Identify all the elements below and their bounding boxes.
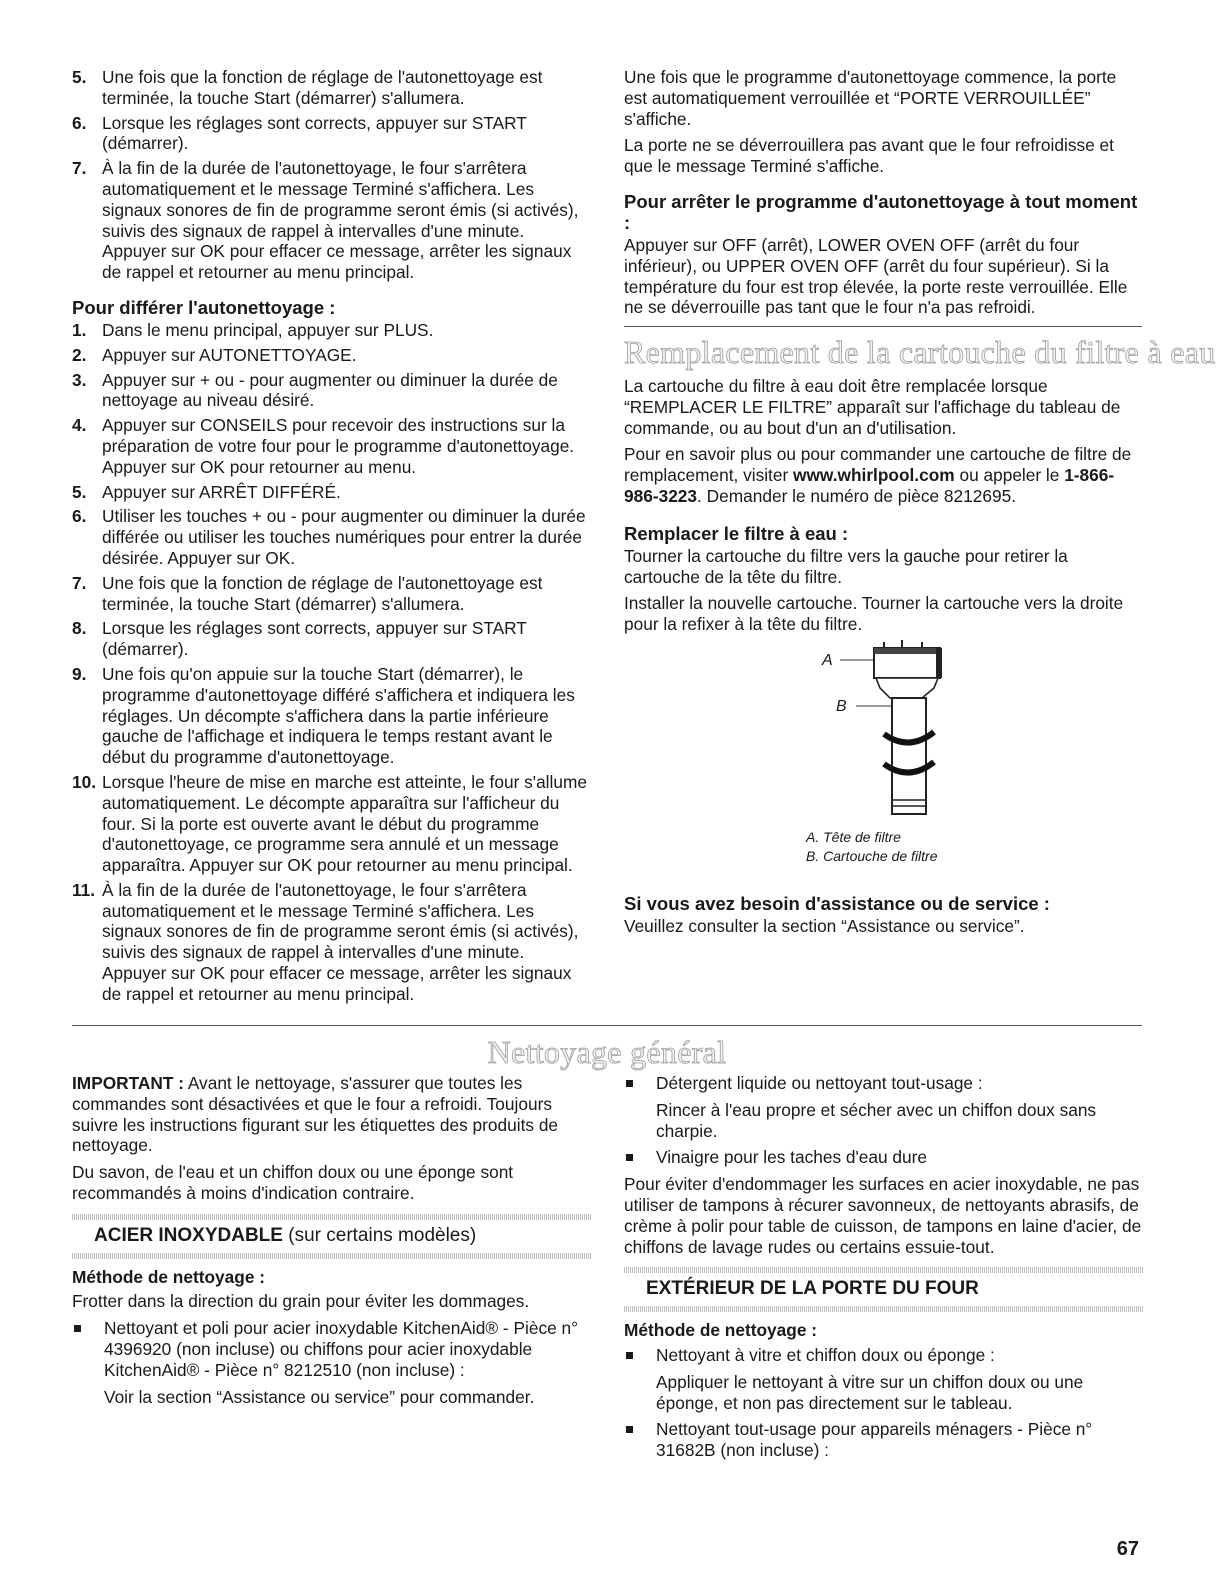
soap-note: Du savon, de l'eau et un chiffon doux ou une éponge sont recommandés à moins d'indication contraire. <box>72 1162 514 1203</box>
step-text: Appuyer sur + ou - pour augmenter ou diminuer la durée de nettoyage au niveau désiré. <box>102 369 558 411</box>
steel-bullets <box>72 1318 592 1380</box>
list-item <box>72 618 592 660</box>
door-method-heading: Méthode de nettoyage : <box>624 1320 817 1341</box>
list-item <box>72 67 592 109</box>
stop-clean-text: Appuyer sur OFF (arrêt), LOWER OVEN OFF (arrêt du four inférieur), ou UPPER OVEN OFF (arrêt du four supérieur). Si la température du four est trop élevée, la porte reste verrouillée. Elle ne se déverrouille pas tant que le four n'a pas refroidi. <box>624 234 1128 318</box>
step-text: Une fois que la fonction de réglage de l'autonettoyage est terminée, la touche Start (démarrer) s'allumera. <box>102 67 543 108</box>
general-section-rule <box>72 1025 1142 1026</box>
step-number: 1. <box>72 319 87 340</box>
step-number: 6. <box>72 112 87 133</box>
list-item <box>72 573 592 615</box>
list-item <box>72 772 592 876</box>
step-number: 5. <box>72 481 87 502</box>
step-number: 2. <box>72 344 87 365</box>
replace-filter-step1: Tourner la cartouche du filtre vers la gauche pour retirer la cartouche de la tête du filtre. <box>624 545 1068 587</box>
stop-clean-heading: Pour arrêter le programme d'autonettoyage à tout moment : <box>624 190 1138 233</box>
oven-door-header <box>624 1267 1144 1312</box>
figure-label-a: A <box>822 652 833 669</box>
steel-method-heading: Méthode de nettoyage : <box>72 1266 265 1287</box>
list-item: Nettoyant et poli pour acier inoxydable KitchenAid® - Pièce n° 4396920 (non incluse) ou chiffons pour acier inoxydable KitchenAid® - Pièce n° 8212510 (non incluse) : <box>72 1318 592 1380</box>
list-item <box>72 415 592 477</box>
figure-label-b: B <box>836 698 847 715</box>
assistance-block <box>624 893 1144 943</box>
general-bullets <box>624 1073 1144 1094</box>
step-text: Lorsque les réglages sont corrects, appuyer sur START (démarrer). <box>102 112 527 154</box>
step-text: À la fin de la durée de l'autonettoyage, le four s'arrêtera automatiquement et le message Terminé s'affichera. Les signaux sonores de fin de programme seront émis (si activés), suivis des signaux de rappel à intervalles d'une minute. Appuyer sur OK pour effacer ce message, arrêter les signaux de rappel et retourner au menu principal. <box>102 158 579 283</box>
general-left-column <box>72 1073 592 1413</box>
replace-filter-heading: Remplacer le filtre à eau : <box>624 522 849 544</box>
square-bullet-icon <box>626 1154 633 1161</box>
rinse-text: Rincer à l'eau propre et sécher avec un chiffon doux sans charpie. <box>656 1099 1097 1141</box>
step-number: 9. <box>72 663 87 684</box>
filter-illustration <box>810 640 970 820</box>
square-bullet-icon <box>74 1325 81 1332</box>
filter-section-title: Remplacement de la cartouche du filtre à eau <box>624 334 1216 370</box>
square-bullet-icon <box>626 1080 633 1087</box>
figure-caption <box>806 828 1046 866</box>
step-text: Une fois que la fonction de réglage de l'autonettoyage est terminée, la touche Start (démarrer) s'allumera. <box>102 572 543 614</box>
right-column-top <box>624 67 1144 324</box>
step-text: Appuyer sur AUTONETTOYAGE. <box>102 344 357 365</box>
avoid-damage-text: Pour éviter d'endommager les surfaces en acier inoxydable, ne pas utiliser de tampons à récurer savonneux, de nettoyants abrasifs, de crème à polir pour table de cuisson, de tampons en laine d'acier, de chiffons de lavage rudes ou certains essuie-tout. <box>624 1174 1142 1257</box>
step-number: 8. <box>72 618 87 639</box>
filter-section-body <box>624 376 1144 641</box>
page-number: 67 <box>1116 1538 1139 1560</box>
rub-grain-text: Frotter dans la direction du grain pour éviter les dommages. <box>72 1291 530 1312</box>
list-item <box>72 482 592 503</box>
filter-replace-when: La cartouche du filtre à eau doit être remplacée lorsque “REMPLACER LE FILTRE” apparaît sur l'affichage du tableau de commande, ou au bout d'un an d'utilisation. <box>624 376 1121 438</box>
square-bullet-icon <box>626 1426 633 1433</box>
oven-door-label: EXTÉRIEUR DE LA PORTE DU FOUR <box>646 1278 979 1300</box>
caption-filter-cartridge: B. Cartouche de filtre <box>806 848 938 864</box>
list-item <box>72 320 592 341</box>
list-item: Nettoyant à vitre et chiffon doux ou éponge : <box>624 1345 1144 1366</box>
left-column-top <box>72 67 592 1009</box>
filter-section-rule <box>624 326 1142 327</box>
caption-filter-head: A. Tête de filtre <box>806 829 901 845</box>
step-number: 7. <box>72 572 87 593</box>
list-item: Détergent liquide ou nettoyant tout-usage : <box>624 1073 1144 1094</box>
filter-order-info: Pour en savoir plus ou pour commander une cartouche de filtre de remplacement, visiter www.whirlpool.com ou appeler le 1-866-986-3223. Demander le numéro de pièce 8212695. <box>624 444 1132 506</box>
list-item <box>72 113 592 155</box>
step-text: À la fin de la durée de l'autonettoyage, le four s'arrêtera automatiquement et le message Terminé s'affichera. Les signaux sonores de fin de programme seront émis (si activés), suivis des signaux de rappel à intervalles d'une minute. Appuyer sur OK pour effacer ce message, arrêter les signaux de rappel et retourner au menu principal. <box>102 879 579 1004</box>
step-number: 6. <box>72 506 87 527</box>
whirlpool-link[interactable]: www.whirlpool.com <box>793 465 955 486</box>
step-text: Une fois qu'on appuie sur la touche Start (démarrer), le programme d'autonettoyage différé s'affichera et indiquera les réglages. Un décompte s'affichera dans la partie inférieure gauche de l'affichage et indiquera le temps restant avant le début du programme d'autonettoyage. <box>102 663 575 768</box>
list-item <box>72 345 592 366</box>
assistance-heading: Si vous avez besoin d'assistance ou de service : <box>624 893 1050 914</box>
step-text: Lorsque les réglages sont corrects, appuyer sur START (démarrer). <box>102 618 527 660</box>
delay-clean-heading: Pour différer l'autonettoyage : <box>72 296 336 318</box>
general-section-title: Nettoyage général <box>487 1034 727 1070</box>
self-clean-steps-list <box>72 67 592 283</box>
door-lock-paragraph: Une fois que le programme d'autonettoyage commence, la porte est automatiquement verrouillée et “PORTE VERROUILLÉE” s'affiche. <box>624 67 1117 129</box>
phone-number: 1-866-986-3223 <box>624 465 1115 506</box>
list-item: Vinaigre pour les taches d'eau dure <box>624 1147 1144 1168</box>
step-text: Utiliser les touches + ou - pour augmenter ou diminuer la durée différée ou utiliser les touches numériques pour entrer la durée désirée. Appuyer sur OK. <box>102 506 586 568</box>
steel-order-note: Voir la section “Assistance ou service” pour commander. <box>104 1386 535 1407</box>
filter-cartridge-drawing <box>810 640 970 820</box>
replace-filter-step2: Installer la nouvelle cartouche. Tourner la cartouche vers la droite pour la refixer à la tête du filtre. <box>624 593 1124 635</box>
door-unlock-paragraph: La porte ne se déverrouillera pas avant que le four refroidisse et que le message Terminé s'affiche. <box>624 135 1114 177</box>
list-item <box>72 370 592 412</box>
step-text: Lorsque l'heure de mise en marche est atteinte, le four s'allume automatiquement. Le décompte apparaîtra sur l'afficheur du four. Si la porte est ouverte avant le début du programme d'autonettoyage, ce programme sera annulé et un message apparaîtra. Appuyer sur OK pour retourner au menu principal. <box>102 771 587 876</box>
general-right-column <box>624 1073 1144 1467</box>
stainless-steel-note: (sur certains modèles) <box>282 1224 477 1246</box>
delay-clean-steps-list <box>72 320 592 1005</box>
step-number: 10. <box>72 771 97 792</box>
assistance-text: Veuillez consulter la section “Assistance ou service”. <box>624 916 1025 936</box>
important-note: IMPORTANT : Avant le nettoyage, s'assurer que toutes les commandes sont désactivées et que le four a refroidi. Toujours suivre les instructions figurant sur les étiquettes des produits de nettoyage. <box>72 1073 559 1156</box>
stainless-steel-label: ACIER INOXYDABLE <box>94 1224 283 1246</box>
step-number: 4. <box>72 415 87 436</box>
step-text: Dans le menu principal, appuyer sur PLUS. <box>102 319 434 340</box>
square-bullet-icon <box>626 1352 633 1359</box>
step-text: Appuyer sur CONSEILS pour recevoir des instructions sur la préparation de votre four pour le programme d'autonettoyage. Appuyer sur OK pour retourner au menu. <box>102 415 575 477</box>
list-item <box>72 158 592 283</box>
step-text: Appuyer sur ARRÊT DIFFÉRÉ. <box>102 481 341 502</box>
step-number: 7. <box>72 158 87 179</box>
step-number: 11. <box>72 879 96 900</box>
stainless-steel-header <box>72 1214 592 1259</box>
glass-cleaner-text: Appliquer le nettoyant à vitre sur un chiffon doux ou une éponge, et non pas directement sur le tableau. <box>656 1371 1084 1413</box>
list-item <box>72 880 592 1005</box>
list-item: Nettoyant tout-usage pour appareils ménagers - Pièce n° 31682B (non incluse) : <box>624 1419 1144 1461</box>
step-number: 5. <box>72 67 87 87</box>
step-number: 3. <box>72 369 87 390</box>
list-item <box>72 664 592 768</box>
list-item <box>72 506 592 568</box>
